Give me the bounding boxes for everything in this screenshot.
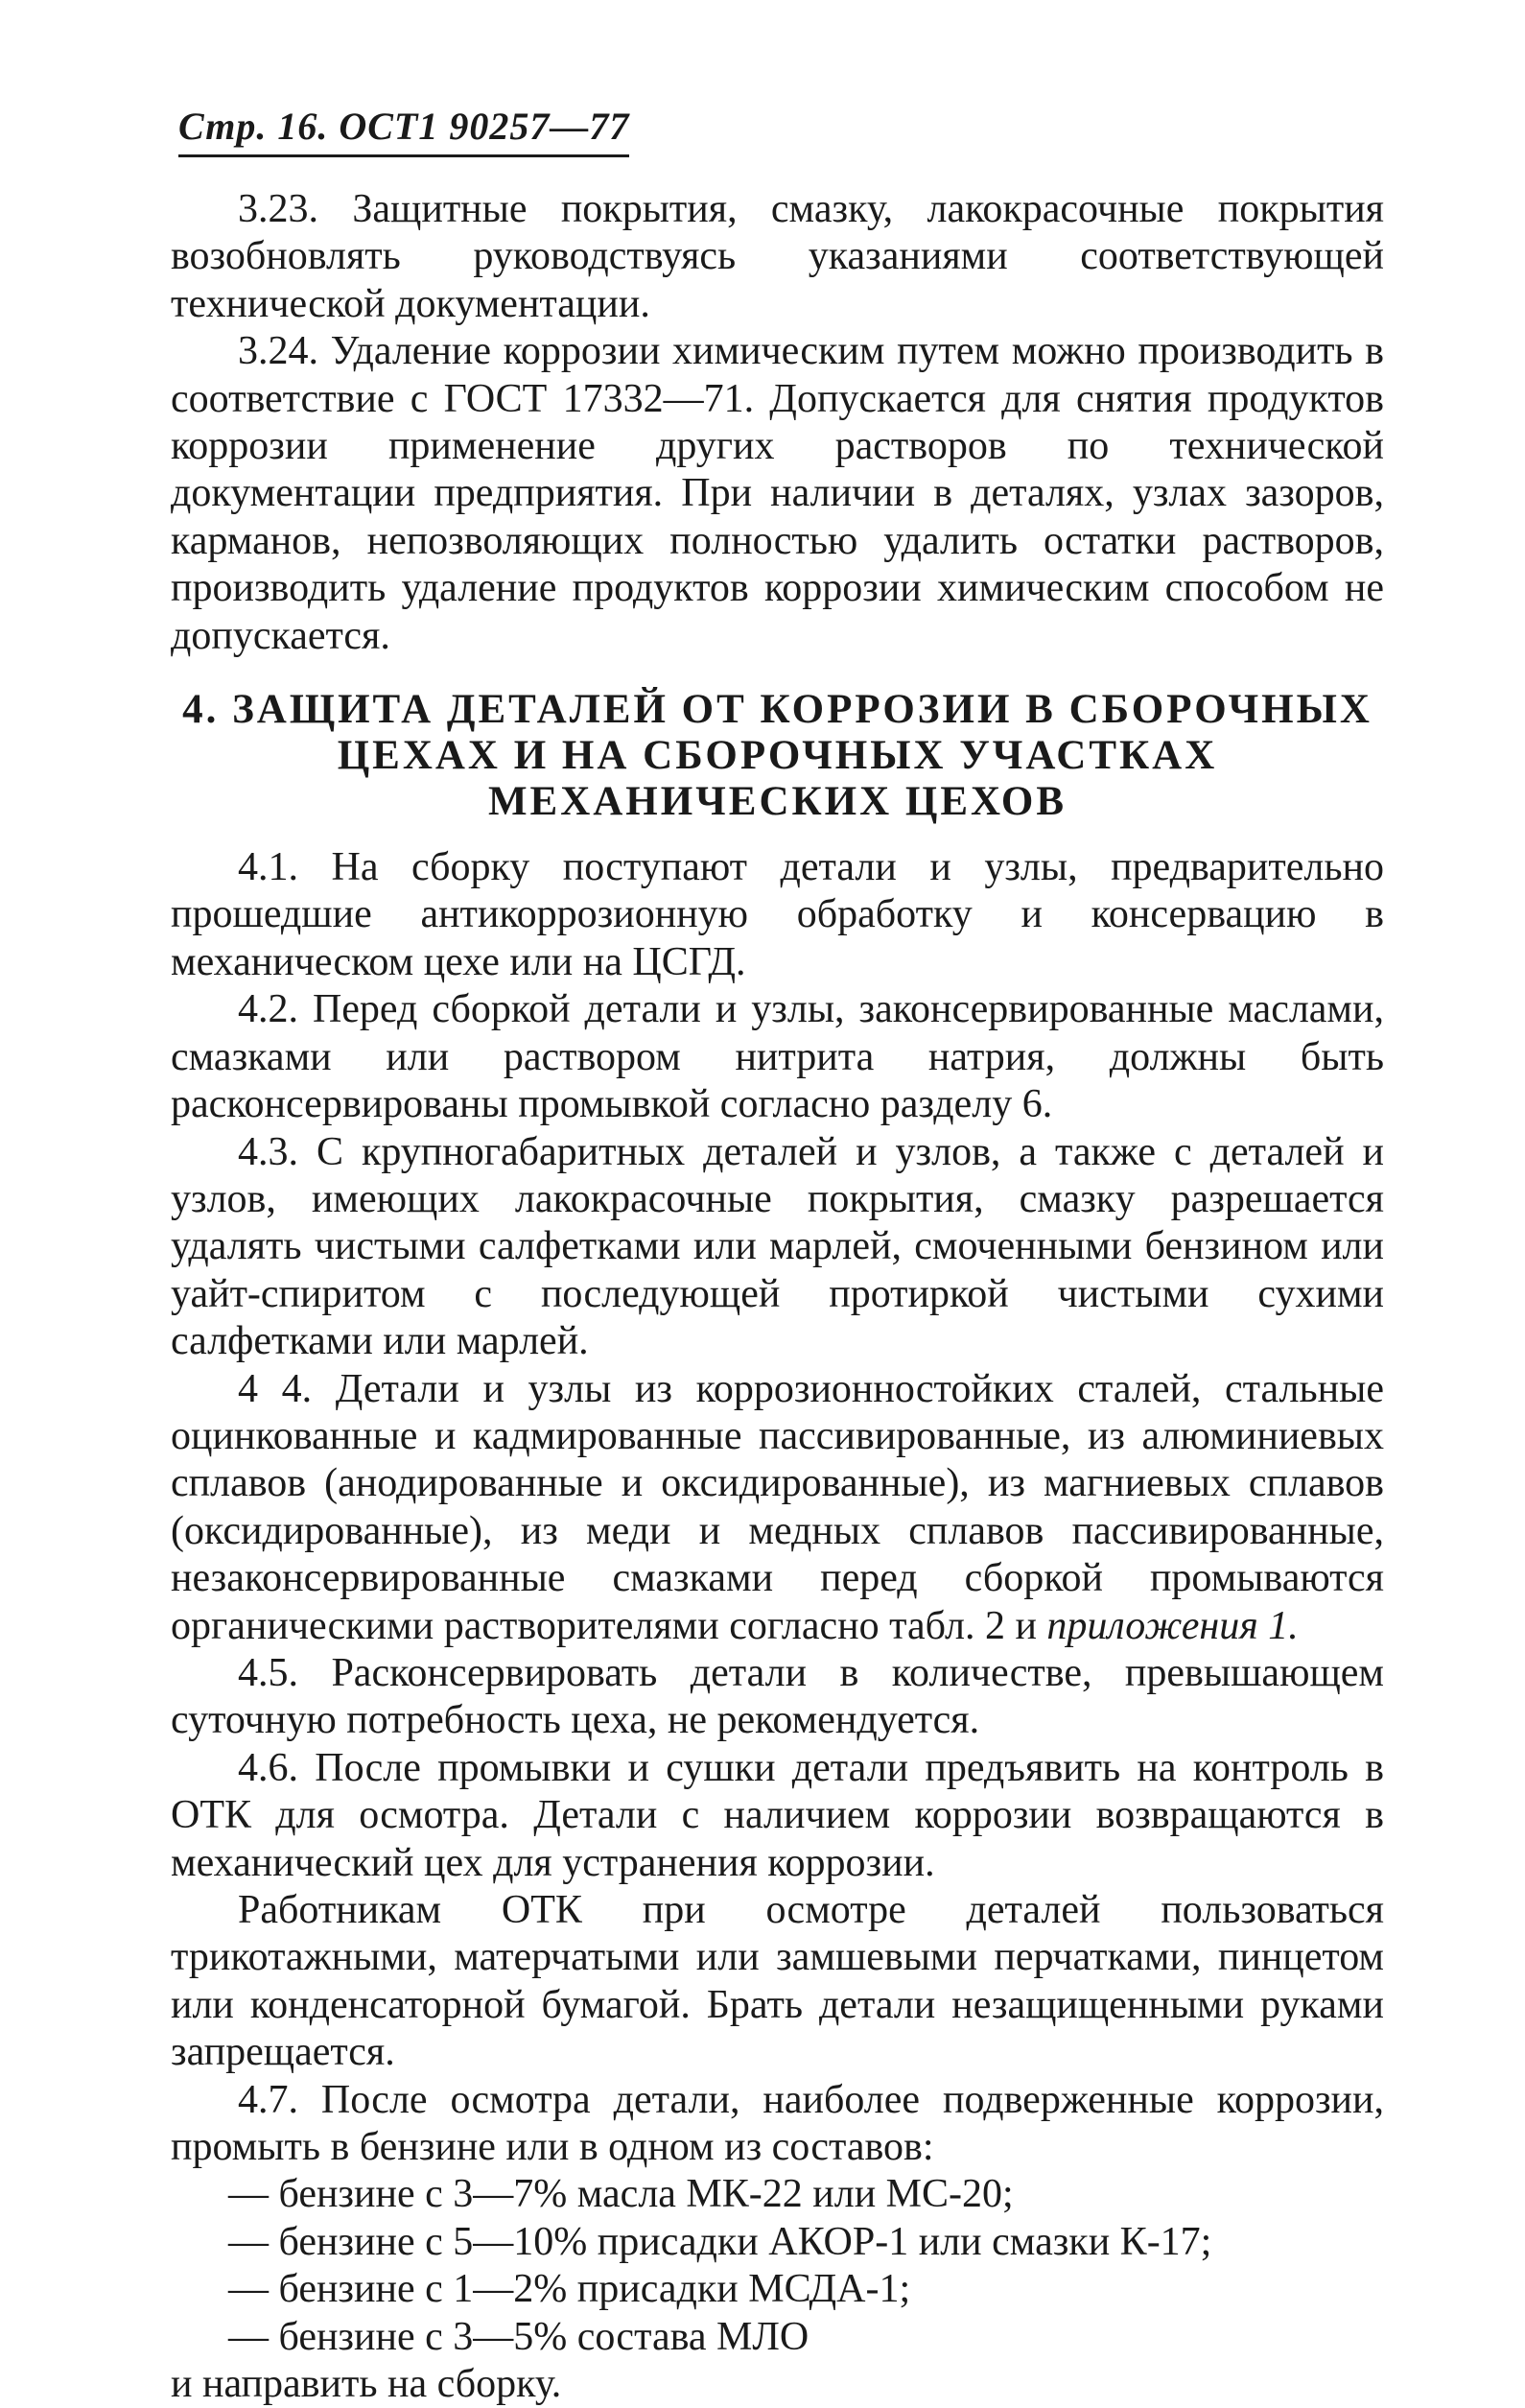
list-item: — бензине с 1—2% присадки МСДА-1; [228,2267,911,2312]
list-item: — бензине с 5—10% присадки АКОР-1 или смазки К-17; [228,2219,1212,2264]
paragraph-4-6-otk: Работникам ОТК при осмотре деталей пользоваться трикотажными, матерчатыми или замшевыми перчатками, пинцетом или конденсаторной бумагой. Брать детали незащищенными руками запрещается. [171,1888,1384,2075]
list-item: — бензине с 3—7% масла МК-22 или МС-20; [228,2172,1014,2217]
paragraph-4-4 [171,1366,1384,1650]
paragraph-3-23: 3.23. Защитные покрытия, смазку, лакокрасочные покрытия возобновлять руководствуясь указаниями соответствующей технической документации. [171,187,1384,326]
closing-line: и направить на сборку. [171,2362,562,2407]
paragraph-4-7: 4.7. После осмотра детали, наиболее подверженные коррозии, промыть в бензине или в одном из составов: [171,2077,1384,2170]
paragraph-4-2: 4.2. Перед сборкой детали и узлы, законсервированные маслами, смазками или раствором нитрита натрия, должны быть расконсервированы промывкой согласно разделу 6. [171,987,1384,1127]
page-header: Стр. 16. ОСТ1 90257—77 [178,104,629,157]
document-page [171,104,1384,2408]
paragraph-4-5: 4.5. Расконсервировать детали в количестве, превышающем суточную потребность цеха, не рекомендуется. [171,1650,1384,1743]
list-item: — бензине с 3—5% состава МЛО [228,2314,809,2359]
paragraph-4-6: 4.6. После промывки и сушки детали предъявить на контроль в ОТК для осмотра. Детали с наличием коррозии возвращаются в механический цех для устранения коррозии. [171,1745,1384,1885]
paragraph-4-1: 4.1. На сборку поступают детали и узлы, предварительно прошедшие антикоррозионную обработку и консервацию в механическом цехе или на ЦСГД. [171,845,1384,984]
paragraph-4-3: 4.3. С крупногабаритных деталей и узлов, а также с деталей и узлов, имеющих лакокрасочные покрытия, смазку разрешается удалять чистыми салфетками или марлей, смоченными бензином или уайт-спиритом с последующей протиркой чистыми сухими салфетками или марлей. [171,1129,1384,1364]
section-4-title: 4. ЗАЩИТА ДЕТАЛЕЙ ОТ КОРРОЗИИ В СБОРОЧНЫХ ЦЕХАХ И НА СБОРОЧНЫХ УЧАСТКАХ МЕХАНИЧЕСКИХ ЦЕХОВ [182,687,1372,825]
appendix-reference: приложения 1. [1046,1603,1299,1648]
paragraph-3-24: 3.24. Удаление коррозии химическим путем можно производить в соответствие с ГОСТ 17332—71. Допускается для снятия продуктов коррозии применение других растворов по технической документации предприятия. При наличии в деталях, узлах зазоров, карманов, непозволяющих полностью удалить остатки растворов, производить удаление продуктов коррозии химическим способом не допускается. [171,329,1384,658]
paragraph-4-4-main: 4 4. Детали и узлы из коррозионностойких сталей, стальные оцинкованные и кадмированные пассивированные, из алюминиевых сплавов (анодированные и оксидированные), из магниевых сплавов (оксидированные), из меди и медных сплавов пассивированные, незаконсервированные смазками перед сборкой промываются органическими растворителями согласно табл. 2 и [171,1366,1384,1648]
